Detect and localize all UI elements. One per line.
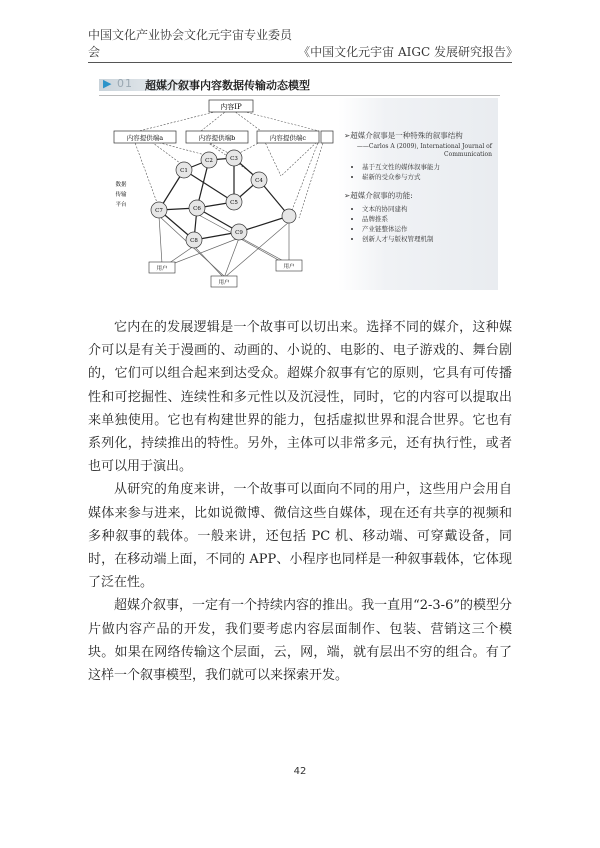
paragraph: 超媒介叙事，一定有一个持续内容的推出。我一直用“2-3-6”的模型分片做内容产品的开发，我们要考虑内容层面制作、包装、营销这三个模块。如果在网络传输这个层面，云，网，端，就有层出不穷的组合。有了这样一个叙事模型，我们就可以来探索开发。 <box>88 598 512 684</box>
header-left: 中国文化产业协会文化元宇宙专业委员会 <box>88 28 293 59</box>
user-label-2: 用户 <box>218 280 230 286</box>
platform-label-2: 传输 <box>115 192 127 198</box>
play-icon: ▶ <box>103 77 113 90</box>
figure-number-text: 01 <box>116 77 133 90</box>
node-c9-label: C9 <box>235 230 243 236</box>
user-box-3 <box>276 260 302 271</box>
figure <box>99 74 500 292</box>
node-c5 <box>226 194 242 210</box>
node-unlabeled <box>282 209 296 223</box>
provider-c-label: 内容提供端c <box>269 134 307 142</box>
provider-c-box <box>257 131 319 143</box>
platform-label-1: 数据 <box>115 182 127 188</box>
node-c8-label: C8 <box>190 238 198 244</box>
extra-provider-box <box>321 131 333 143</box>
provider-b-label: 内容提供端b <box>198 134 236 142</box>
content-ip-label: 内容IP <box>220 103 242 111</box>
panel-heading-2-text: 超媒介叙事的功能: <box>350 191 413 200</box>
content-ip-box <box>209 100 253 112</box>
figure-title: 超媒介叙事内容数据传输动态模型 <box>145 79 310 92</box>
provider-b-box <box>186 131 248 143</box>
list-item: • 崭新的受众参与方式 <box>362 172 498 182</box>
page-header <box>88 28 518 63</box>
description-panel <box>338 98 498 290</box>
panel-heading-1-text: 超媒介叙事是一种特殊的叙事结构 <box>350 131 463 140</box>
node-c4-label: C4 <box>255 178 263 184</box>
user-label-1: 用户 <box>156 266 168 272</box>
node-c8 <box>186 232 202 248</box>
list-item: • 产业链整体运作 <box>362 224 498 234</box>
node-c3-label: C3 <box>230 156 238 162</box>
node-c5-label: C5 <box>230 200 238 206</box>
node-c7-label: C7 <box>155 208 163 214</box>
user-label-3: 用户 <box>283 264 295 270</box>
panel-list-1 <box>338 162 498 182</box>
panel-heading-2: ➢超媒介叙事的功能: <box>344 191 413 200</box>
user-box-1 <box>149 262 175 273</box>
figure-number <box>103 77 133 90</box>
provider-a-label: 内容提供端a <box>126 134 164 142</box>
panel-citation <box>338 143 492 159</box>
citation-line-1: ——Carlos A (2009), International Journal of <box>356 143 492 150</box>
figure-title-bar <box>99 74 500 96</box>
node-c1-label: C1 <box>180 168 188 174</box>
platform-label-3: 平台 <box>115 202 127 208</box>
node-c2 <box>201 152 217 168</box>
list-item: • 文本的协同建构 <box>362 204 498 214</box>
paragraph: 从研究的角度来讲，一个故事可以面向不同的用户，这些用户会用自媒体来参与进来，比如说微博、微信这些自媒体，现在还有共享的视频和多种叙事的载体。一般来讲，还包括 PC 机、移动端、可穿戴设备，同时，在移动端上面，不同的 APP、小程序也同样是一种叙事载体，它体现了泛在性。 <box>88 482 512 591</box>
node-c6 <box>189 200 205 216</box>
provider-a-box <box>114 131 176 143</box>
list-item: • 基于互文性的媒体叙事能力 <box>362 162 498 172</box>
page-number: 42 <box>293 766 307 777</box>
user-box-2 <box>211 276 237 287</box>
body-text <box>88 316 512 687</box>
panel-list-2 <box>338 204 498 244</box>
node-c7 <box>151 202 167 218</box>
node-c3 <box>226 150 242 166</box>
node-c4 <box>251 172 267 188</box>
header-right: 《中国文化元宇宙 AIGC 发展研究报告》 <box>298 45 518 59</box>
list-item: • 创新人才与版权管理机制 <box>362 234 498 244</box>
list-item: • 品牌推系 <box>362 214 498 224</box>
node-c6-label: C6 <box>193 206 201 212</box>
panel-heading-1: ➢超媒介叙事是一种特殊的叙事结构 <box>344 131 463 140</box>
paragraph: 它内在的发展逻辑是一个故事可以切出来。选择不同的媒介，这种媒介可以是有关于漫画的、动画的、小说的、电影的、电子游戏的、舞台剧的，它们可以组合起来到达受众。超媒介叙事有它的原则，它具有可传播性和可挖掘性、连续性和多元性以及沉浸性，同时，它的内容可以提取出来单独使用。它也有构建世界的能力，包括虚拟世界和混合世界。它也有系列化，持续推出的特性。另外，主体可以非常多元，还有执行性，或者也可以用于演出。 <box>88 320 512 475</box>
node-c2-label: C2 <box>205 158 213 164</box>
title-divider <box>99 95 500 96</box>
node-c1 <box>176 162 192 178</box>
node-c9 <box>231 224 247 240</box>
network-diagram <box>99 98 339 292</box>
citation-line-2: Communication <box>444 151 492 158</box>
